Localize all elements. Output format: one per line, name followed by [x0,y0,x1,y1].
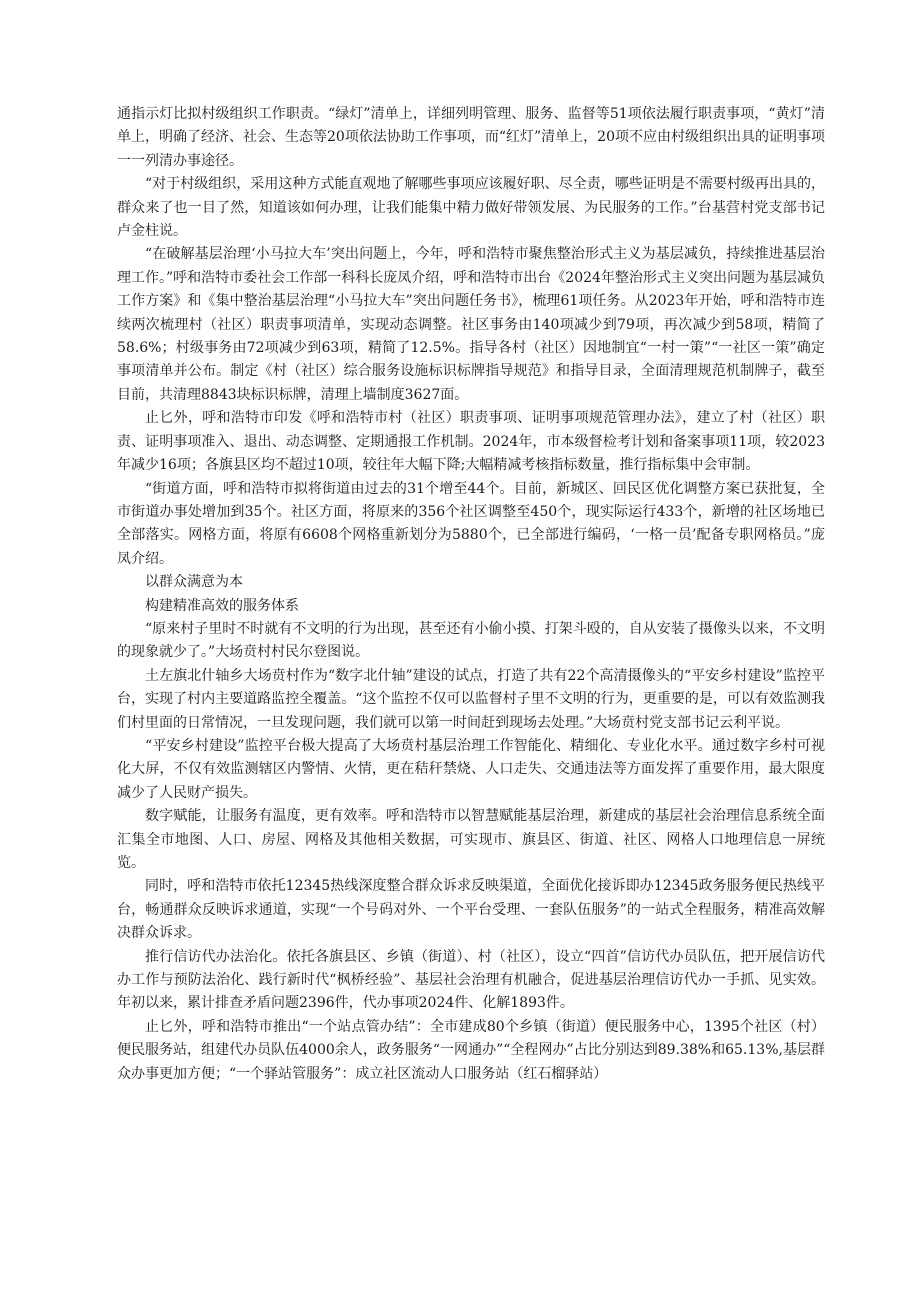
paragraph: “原来村子里时不时就有不文明的行为出现，甚至还有小偷小摸、打架斗殴的，自从安装了摄像头以来，不文明的现象就少了。”大场贲村村民尔登图说。 [117,620,825,661]
paragraph: 同时，呼和浩特市依托12345热线深度整合群众诉求反映渠道，全面优化接诉即办12345政务服务便民热线平台，畅通群众反映诉求通道，实现“一个号码对外、一个平台受理、一套队伍服务”的一站式全程服务，精准高效解决群众诉求。 [117,878,825,942]
paragraph: “平安乡村建设”监控平台极大提高了大场贲村基层治理工作智能化、精细化、专业化水平。通过数字乡村可视化大屏，不仅有效监测辖区内警情、火情，更在秸秆禁烧、人口走失、交通违法等方面发挥了重要作用，最大限度减少了人民财产损失。 [117,737,825,801]
paragraph: 数字赋能，让服务有温度，更有效率。呼和浩特市以智慧赋能基层治理，新建成的基层社会治理信息系统全面汇集全市地图、人口、房屋、网格及其他相关数据，可实现市、旗县区、街道、社区、网格人口地理信息一屏统览。 [117,808,825,871]
paragraph: 土左旗北什轴乡大场贲村作为“数字北什轴”建设的试点，打造了共有22个高清摄像头的“平安乡村建设”监控平台，实现了村内主要道路监控全覆盖。“这个监控不仅可以监督村子里不文明的行为，更重要的是，可以有效监测我们村里面的日常情况，一旦发现问题，我们就可以第一时间赶到现场去处理。”大场贲村党支部书记云利平说。 [117,667,825,731]
paragraph: “街道方面，呼和浩特市拟将街道由过去的31个增至44个。目前，新城区、回民区优化调整方案已获批复，全市街道办事处增加到35个。社区方面，将原来的356个社区调整至450个，现实际运行433个，新增的社区场地已全部落实。网格方面，将原有6608个网格重新划分为5880个，已全部进行编码，‘一格一员’配备专职网格员。”庞凤介绍。 [117,480,825,567]
paragraph: 止匕外，呼和浩特市印发《呼和浩特市村（社区）职责事项、证明事项规范管理办法》，建立了村（社区）职责、证明事项准入、退出、动态调整、定期通报工作机制。2024年，市本级督检考计划和备案事项11项，较2023年减少16项；各旗县区均不超过10项，较往年大幅下降;大幅精减考核指标数量，推行指标集中会审制。 [117,410,825,474]
paragraph: 推行信访代办法治化。依托各旗县区、乡镇（街道）、村（社区），设立“四首”信访代办员队伍，把开展信访代办工作与预防法治化、践行新时代“枫桥经验”、基层社会治理有机融合，促进基层治理信访代办一手抓、见实效。年初以来，累计排查矛盾问题2396件，代办事项2024件、化解1893件。 [117,948,825,1012]
document-body [117,103,825,1086]
section-subheading: 构建精准高效的服务体系 [145,597,299,614]
paragraph: 止匕外，呼和浩特市推出“一个站点管办结”：全市建成80个乡镇（街道）便民服务中心，1395个社区（村）便民服务站，组建代办员队伍4000余人，政务服务“一网通办”“全程网办”占比分别达到89.38%和65.13%,基层群众办事更加方便；“一个驿站管服务”：成立社区流动人口服务站（红石榴驿站） [117,1018,825,1082]
section-heading: 以群众满意为本 [145,574,243,591]
paragraph: 通指示灯比拟村级组织工作职责。“绿灯”清单上，详细列明管理、服务、监督等51项依法履行职责事项，“黄灯”清单上，明确了经济、社会、生态等20项依法协助工作事项，而“红灯”清单上，20项不应由村级组织出具的证明事项一一列清办事途径。 [117,106,825,169]
paragraph: “对于村级组织，采用这种方式能直观地了解哪些事项应该履好职、尽全责，哪些证明是不需要村级再出具的，群众来了也一目了然，知道该如何办理，让我们能集中精力做好带领发展、为民服务的工作。”台基营村党支部书记卢金柱说。 [117,176,825,240]
paragraph: “在破解基层治理‘小马拉大车’突出问题上，今年，呼和浩特市聚焦整治形式主义为基层减负，持续推进基层治理工作。”呼和浩特市委社会工作部一科科长庞凤介绍，呼和浩特市出台《2024年整治形式主义突出问题为基层减负工作方案》和《集中整治基层治理“小马拉大车”突出问题任务书》，梳理61项任务。从2023年开始，呼和浩特市连续两次梳理村（社区）职责事项清单，实现动态调整。社区事务由140项减少到79项，再次减少到58项，精简了58.6%；村级事务由72项减少到63项，精简了12.5%。指导各村（社区）因地制宜“一村一策”“一社区一策”确定事项清单并公布。制定《村（社区）综合服务设施标识标牌指导规范》和指导目录，全面清理规范机制牌子，截至目前，共清理8843块标识标牌，清理上墙制度3627面。 [117,246,825,403]
